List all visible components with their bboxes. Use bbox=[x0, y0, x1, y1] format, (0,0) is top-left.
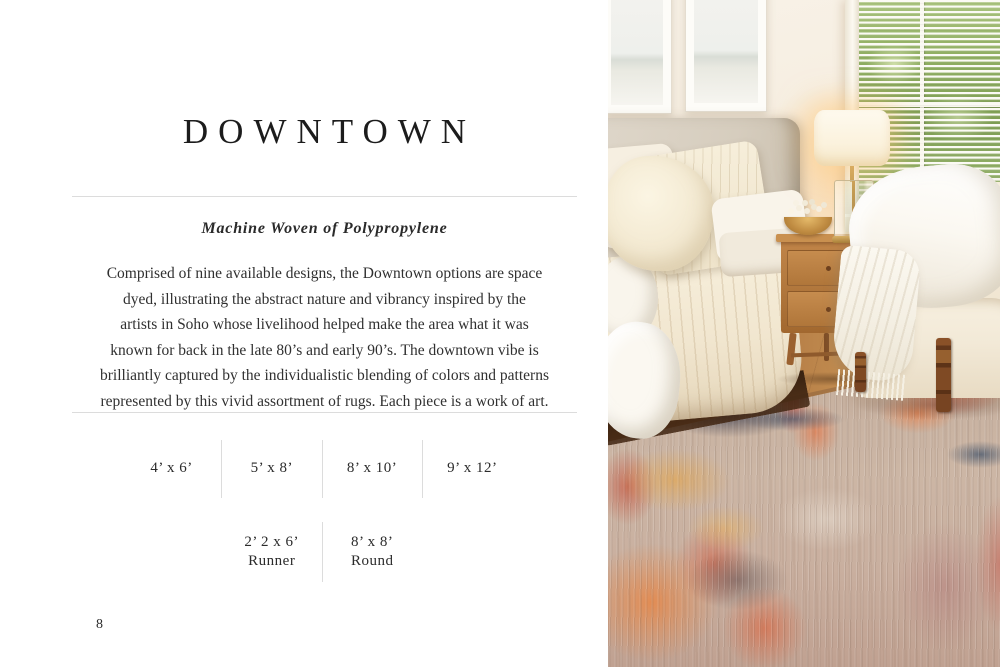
description-line: represented by this vivid assortment of rugs. Each piece is a work of art. bbox=[100, 392, 549, 410]
description-line: artists in Soho whose livelihood helped make the area what it was bbox=[120, 316, 529, 334]
decor-sprigs bbox=[788, 208, 794, 214]
description-line: known for back in the late 80’s and early 90’s. The downtown vibe is bbox=[110, 341, 539, 359]
size-options-row-2 bbox=[222, 522, 422, 582]
size-option-round-size: 8’ x 8’ bbox=[351, 533, 394, 550]
product-description bbox=[72, 261, 577, 415]
pillow-fur bbox=[608, 156, 714, 271]
framed-art-1-print bbox=[611, 0, 663, 105]
size-option-9x12: 9’ x 12’ bbox=[447, 460, 498, 477]
size-option-runner bbox=[222, 533, 322, 572]
chair-leg-front bbox=[936, 338, 951, 412]
top-divider bbox=[72, 196, 577, 197]
size-options-row-1 bbox=[122, 440, 522, 498]
table-lamp-shade bbox=[814, 110, 890, 166]
framed-art-1 bbox=[608, 0, 672, 114]
framed-art-2-print bbox=[694, 0, 758, 103]
bottom-divider bbox=[72, 412, 577, 413]
framed-art-2 bbox=[685, 0, 767, 112]
nightstand-leg-back bbox=[824, 333, 829, 361]
throw-blanket-drape bbox=[830, 245, 921, 383]
size-option-5x8: 5’ x 8’ bbox=[250, 460, 294, 477]
size-option-8x10: 8’ x 10’ bbox=[346, 460, 398, 477]
size-option-round bbox=[323, 533, 423, 572]
description-line: brilliantly captured by the individualistic blending of colors and patterns bbox=[100, 367, 549, 385]
description-line: dyed, illustrating the abstract nature and vibrancy inspired by the bbox=[123, 290, 526, 308]
size-option-runner-size: 2’ 2 x 6’ bbox=[244, 533, 300, 550]
page-number: 8 bbox=[96, 617, 103, 632]
size-option-round-shape: Round bbox=[350, 553, 394, 569]
size-option-4x6: 4’ x 6’ bbox=[150, 460, 193, 477]
room-photo bbox=[608, 0, 1000, 667]
page-title: DOWNTOWN bbox=[182, 112, 477, 151]
description-line: Comprised of nine available designs, the Downtown options are space bbox=[106, 265, 543, 282]
size-option-runner-shape: Runner bbox=[248, 553, 296, 569]
chair-leg-left bbox=[855, 352, 866, 392]
product-subtitle: Machine Woven of Polypropylene bbox=[201, 220, 448, 237]
